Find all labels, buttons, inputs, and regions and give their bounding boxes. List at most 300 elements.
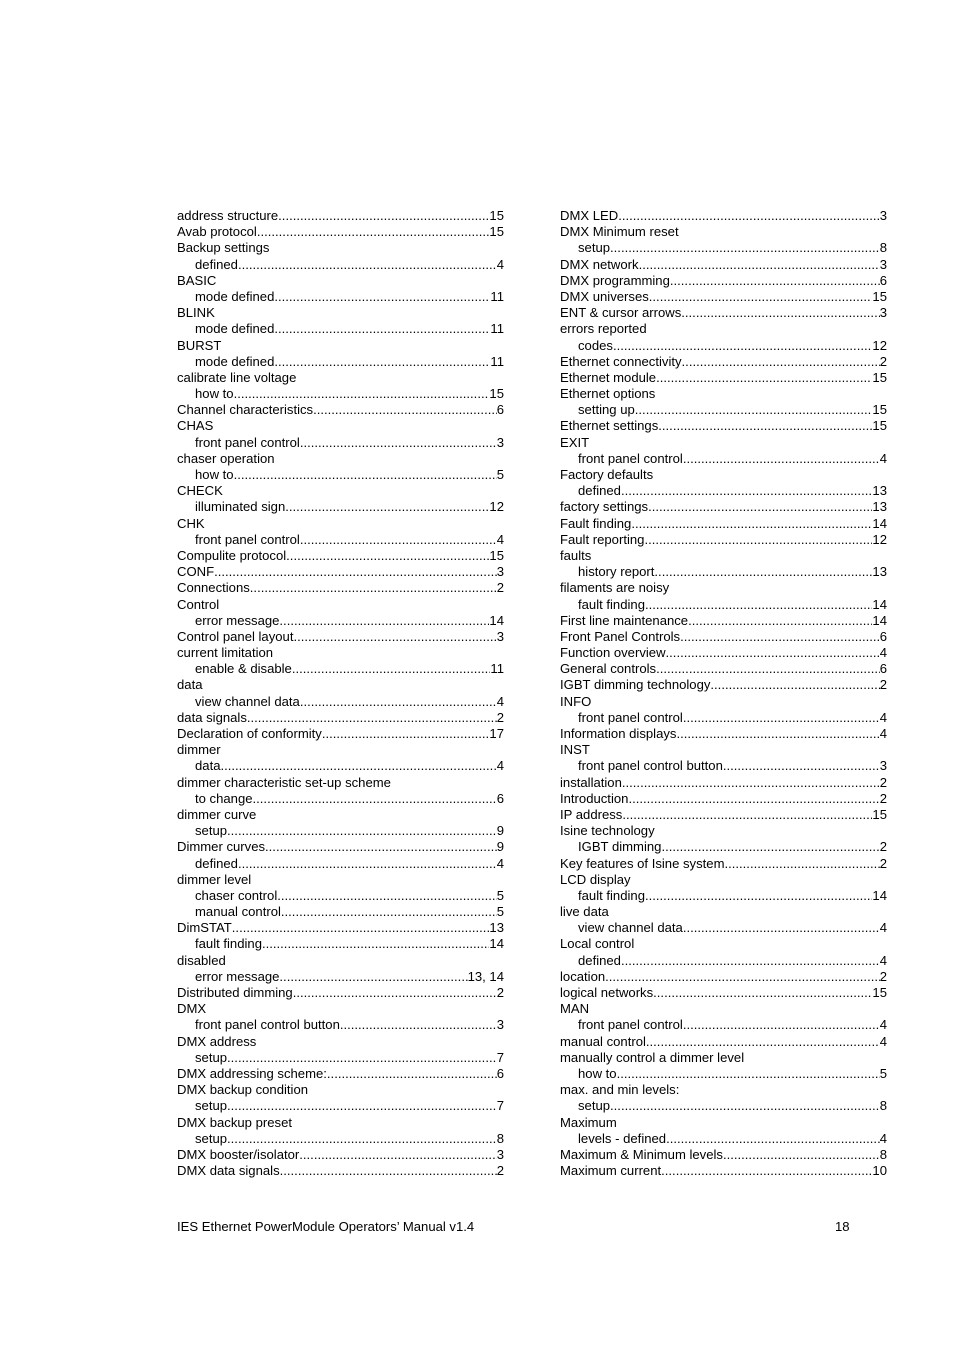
index-subentry [177,1050,504,1066]
index-column-left [177,208,504,1179]
index-entry [560,532,887,548]
index-page-ref: 13, 14 [467,968,504,984]
dot-leader [653,985,872,1001]
index-term: IGBT dimming technology [560,677,711,693]
dot-leader [666,1131,880,1147]
index-entry [560,904,887,920]
index-term: installation [560,774,622,790]
index-term: CHK [177,515,205,531]
index-term: Control panel layout [177,628,294,644]
index-entry [177,1066,504,1082]
index-entry [560,742,887,758]
index-term: Control [177,596,220,612]
index-page-ref: 15 [489,386,504,402]
dot-leader [688,613,872,629]
index-page-ref: 14 [872,515,887,531]
index-subentry [177,467,504,483]
dot-leader [681,305,879,321]
index-term: dimmer level [177,871,252,887]
dot-leader [274,321,490,337]
index-entry [177,370,504,386]
index-page-ref: 12 [489,499,504,515]
index-page-ref: 2 [879,353,887,369]
index-term: front panel control button [195,1017,340,1033]
index-term: live data [560,904,609,920]
index-entry [560,354,887,370]
dot-leader [654,564,872,580]
index-page-ref: 2 [879,968,887,984]
index-page-ref: 4 [879,1017,887,1033]
index-term: how to [195,386,234,402]
index-term: Backup settings [177,240,270,256]
index-page-ref: 13 [489,920,504,936]
index-page-ref: 4 [496,693,504,709]
dot-leader [300,435,497,451]
index-term: Ethernet settings [560,418,659,434]
dot-leader [262,936,489,952]
index-subentry [560,483,887,499]
dot-leader [220,758,496,774]
index-entry [560,1082,887,1098]
index-term: data [177,677,203,693]
index-entry [560,418,887,434]
dot-leader [605,969,880,985]
index-page-ref: 10 [872,1163,887,1179]
dot-leader [292,661,491,677]
index-page-ref: 11 [490,321,504,337]
index-page-ref: 17 [489,726,504,741]
dot-leader [327,1066,497,1082]
index-page-ref: 15 [872,288,887,304]
index-entry [560,985,887,1001]
index-term: Local control [560,936,635,952]
dot-leader [622,775,880,791]
index-term: DMX [177,1001,207,1017]
index-page-ref: 3 [496,434,504,450]
index-term: Maximum & Minimum levels [560,1146,723,1162]
index-page-ref: 13 [872,499,887,515]
index-page-ref: 3 [879,208,887,223]
index-page-ref: 4 [879,450,887,466]
index-entry [560,499,887,515]
dot-leader [250,580,497,596]
dot-leader [628,791,879,807]
index-term: Fault finding [560,515,632,531]
index-term: manual control [195,904,281,920]
index-entry [177,985,504,1001]
index-subentry [177,904,504,920]
index-entry [560,1147,887,1163]
index-entry [177,677,504,693]
index-subentry [177,936,504,952]
dot-leader [644,532,872,548]
index-term: DMX address [177,1033,257,1049]
index-term: dimmer curve [177,806,257,822]
index-entry [560,370,887,386]
dot-leader [621,953,880,969]
index-page-ref: 2 [496,1163,504,1179]
index-page-ref: 15 [489,547,504,563]
dot-leader [710,677,879,693]
index-page-ref: 3 [879,758,887,774]
index-page-ref: 6 [496,402,504,418]
dot-leader [661,839,879,855]
index-entry [560,1001,887,1017]
dot-leader [300,694,497,710]
dot-leader [724,856,879,872]
index-page-ref: 5 [496,467,504,482]
index-subentry [560,1098,887,1114]
index-term: logical networks [560,985,654,1000]
index-entry [177,564,504,580]
index-entry [177,597,504,613]
index-page-ref: 8 [879,240,887,256]
dot-leader [613,338,872,354]
index-term: location [560,968,606,984]
index-term: setup [195,823,228,839]
index-subentry [560,1066,887,1082]
index-page-ref: 4 [879,645,887,661]
index-page-ref: 15 [872,418,887,434]
dot-leader [277,888,496,904]
index-term: BLINK [177,305,215,321]
index-term: fault finding [578,596,645,612]
index-subentry [560,710,887,726]
index-term: mode defined [195,353,275,369]
index-term: defined [578,952,621,968]
index-entry [177,418,504,434]
dot-leader [680,629,880,645]
index-subentry [177,435,504,451]
index-entry [560,629,887,645]
index-term: chaser control [195,887,278,903]
index-subentry [560,597,887,613]
dot-leader [639,257,880,273]
index-entry [177,208,504,224]
index-entry [560,791,887,807]
index-term: current limitation [177,645,274,661]
dot-leader [683,920,880,936]
dot-leader [279,613,489,629]
index-page-ref: 4 [879,1130,887,1146]
dot-leader [313,402,497,418]
index-page-ref: 15 [872,369,887,385]
index-page-ref: 4 [496,855,504,871]
index-term: DMX booster/isolator [177,1146,300,1162]
index-term: levels - defined [578,1130,667,1146]
index-term: to change [195,790,253,806]
index-term: Ethernet options [560,386,656,402]
index-term: setup [195,1098,228,1114]
index-term: codes [578,337,613,353]
index-term: defined [195,855,238,871]
dot-leader [618,208,879,224]
index-term: DMX network [560,256,639,272]
index-page-ref: 15 [872,985,887,1000]
index-term: Maximum current [560,1163,662,1179]
index-entry [177,645,504,661]
index-page-ref: 2 [496,985,504,1000]
index-page-ref: 4 [496,256,504,272]
index-page-ref: 3 [496,564,504,580]
index-term: INST [560,742,590,758]
index-entry [177,1163,504,1179]
dot-leader [300,532,497,548]
index-page-ref: 14 [489,612,504,628]
index-term: Distributed dimming [177,985,293,1000]
index-subentry [177,289,504,305]
index-page-ref: 14 [872,612,887,628]
index-subentry [177,969,504,985]
index-subentry [177,613,504,629]
index-term: fault finding [195,936,262,952]
index-page-ref: 4 [496,758,504,774]
dot-leader [723,758,880,774]
dot-leader [274,354,490,370]
index-term: data signals [177,709,247,725]
dot-leader [340,1017,497,1033]
index-term: mode defined [195,321,275,337]
index-page-ref: 6 [496,790,504,806]
index-term: errors reported [560,321,647,337]
index-entry [560,208,887,224]
dot-leader [278,208,489,224]
index-page-ref: 2 [879,677,887,693]
index-term: disabled [177,952,226,968]
index-entry [560,224,887,240]
index-page-ref: 2 [496,709,504,725]
index-term: data [195,758,221,774]
dot-leader [648,499,872,515]
index-entry [177,920,504,936]
index-entry [560,435,887,451]
index-subentry [177,758,504,774]
dot-leader [214,564,497,580]
index-term: BASIC [177,272,217,288]
index-entry [177,548,504,564]
index-term: Fault reporting [560,531,645,547]
index-subentry [560,839,887,855]
index-term: factory settings [560,499,649,515]
index-term: Front Panel Controls [560,628,681,644]
index-term: setup [578,240,611,256]
index-entry [560,807,887,823]
index-entry [560,726,887,742]
dot-leader [683,710,880,726]
dot-leader [227,1098,497,1114]
index-page-ref: 2 [879,839,887,855]
dot-leader [645,888,872,904]
index-entry [177,1034,504,1050]
index-entry [177,402,504,418]
index-page-ref: 11 [490,353,504,369]
index-entry [177,726,504,742]
index-page-ref: 7 [496,1049,504,1065]
index-term: CHECK [177,483,223,499]
index-page-ref: 7 [496,1098,504,1114]
index-term: DMX backup preset [177,1114,292,1130]
index-term: DMX addressing scheme: [177,1065,327,1081]
dot-leader [682,354,880,370]
index-subentry [560,338,887,354]
index-subentry [177,823,504,839]
index-page-ref: 8 [879,1098,887,1114]
index-subentry [560,953,887,969]
index-subentry [177,1131,504,1147]
index-page-ref: 11 [490,661,504,677]
index-entry [177,807,504,823]
index-term: General controls [560,661,657,677]
dot-leader [658,418,872,434]
index-term: address structure [177,208,279,223]
index-term: Compulite protocol [177,547,287,563]
index-term: INFO [560,693,592,709]
index-entry [560,613,887,629]
index-entry [560,872,887,888]
index-entry [177,273,504,289]
index-entry [177,953,504,969]
index-term: DMX Minimum reset [560,224,679,240]
index-term: BURST [177,337,222,353]
dot-leader [257,224,490,240]
dot-leader [232,920,490,936]
index-entry [177,872,504,888]
index-entry [177,1082,504,1098]
index-term: front panel control [578,1017,683,1033]
index-page-ref: 15 [872,402,887,418]
index-entry [560,548,887,564]
index-term: enable & disable [195,661,292,677]
index-term: DMX programming [560,272,670,288]
index-page-ref: 9 [496,839,504,855]
index-entry [177,839,504,855]
index-entry [177,305,504,321]
dot-leader [238,856,497,872]
index-entry [560,289,887,305]
index-term: dimmer characteristic set-up scheme [177,774,391,790]
index-term: ENT & cursor arrows [560,305,682,321]
dot-leader [661,1163,872,1179]
index-subentry [177,321,504,337]
index-page-ref: 15 [489,224,504,240]
index-entry [177,710,504,726]
index-term: front panel control [195,531,300,547]
dot-leader [683,451,880,467]
index-page-ref: 14 [872,887,887,903]
index-page-ref: 3 [496,1146,504,1162]
index-entry [177,1001,504,1017]
index-term: error message [195,968,280,984]
index-page-ref: 6 [496,1065,504,1081]
index-term: CHAS [177,418,214,434]
index-term: LCD display [560,871,631,887]
index-subentry [560,888,887,904]
index-entry [560,645,887,661]
index-entry [560,1050,887,1066]
index-term: faults [560,547,592,563]
index-page-ref: 2 [879,774,887,790]
dot-leader [617,1066,880,1082]
index-term: IP address [560,806,623,822]
index-term: Ethernet module [560,369,657,385]
footer-manual-title: IES Ethernet PowerModule Operators’ Manual v1.4 [177,1219,475,1234]
dot-leader [621,483,872,499]
index-page-ref: 6 [879,272,887,288]
dot-leader [631,516,872,532]
index-term: front panel control [578,709,683,725]
index-term: dimmer [177,742,221,758]
index-entry [560,856,887,872]
index-entry [177,483,504,499]
index-entry [177,580,504,596]
index-entry [177,224,504,240]
index-term: error message [195,612,280,628]
index-entry [560,273,887,289]
index-subentry [560,920,887,936]
index-term: Connections [177,580,250,596]
index-page-ref: 13 [872,564,887,580]
index-subentry [560,758,887,774]
index-page-ref: 4 [879,1033,887,1049]
index-term: Dimmer curves [177,839,266,855]
index-term: Key features of Isine system [560,855,725,871]
index-subentry [177,694,504,710]
dot-leader [649,289,873,305]
index-term: how to [195,467,234,482]
index-subentry [560,451,887,467]
index-entry [560,1034,887,1050]
index-entry [560,386,887,402]
index-term: mode defined [195,288,275,304]
index-subentry [560,240,887,256]
index-subentry [560,564,887,580]
dot-leader [622,807,872,823]
index-subentry [177,856,504,872]
index-subentry [177,1017,504,1033]
index-term: manual control [560,1033,646,1049]
index-term: front panel control button [578,758,723,774]
dot-leader [227,1050,497,1066]
index-page-ref: 2 [496,580,504,596]
index-entry [177,451,504,467]
index-entry [560,823,887,839]
index-page-ref: 9 [496,823,504,839]
index-term: Declaration of conformity [177,726,322,741]
index-term: Ethernet connectivity [560,353,682,369]
index-subentry [177,661,504,677]
dot-leader [322,726,490,742]
index-term: setup [195,1049,228,1065]
index-term: CONF [177,564,215,580]
index-subentry [177,888,504,904]
index-page-ref: 11 [490,288,504,304]
index-entry [177,1147,504,1163]
index-entry [177,775,504,791]
index-entry [177,629,504,645]
index-term: filaments are noisy [560,580,670,596]
index-term: MAN [560,1001,590,1017]
index-subentry [177,532,504,548]
index-term: manually control a dimmer level [560,1049,745,1065]
index-term: how to [578,1065,617,1081]
dot-leader [265,839,497,855]
index-term: chaser operation [177,450,275,466]
index-entry [560,936,887,952]
index-term: setup [195,1130,228,1146]
index-subentry [177,257,504,273]
dot-leader [656,661,880,677]
index-term: IGBT dimming [578,839,662,855]
